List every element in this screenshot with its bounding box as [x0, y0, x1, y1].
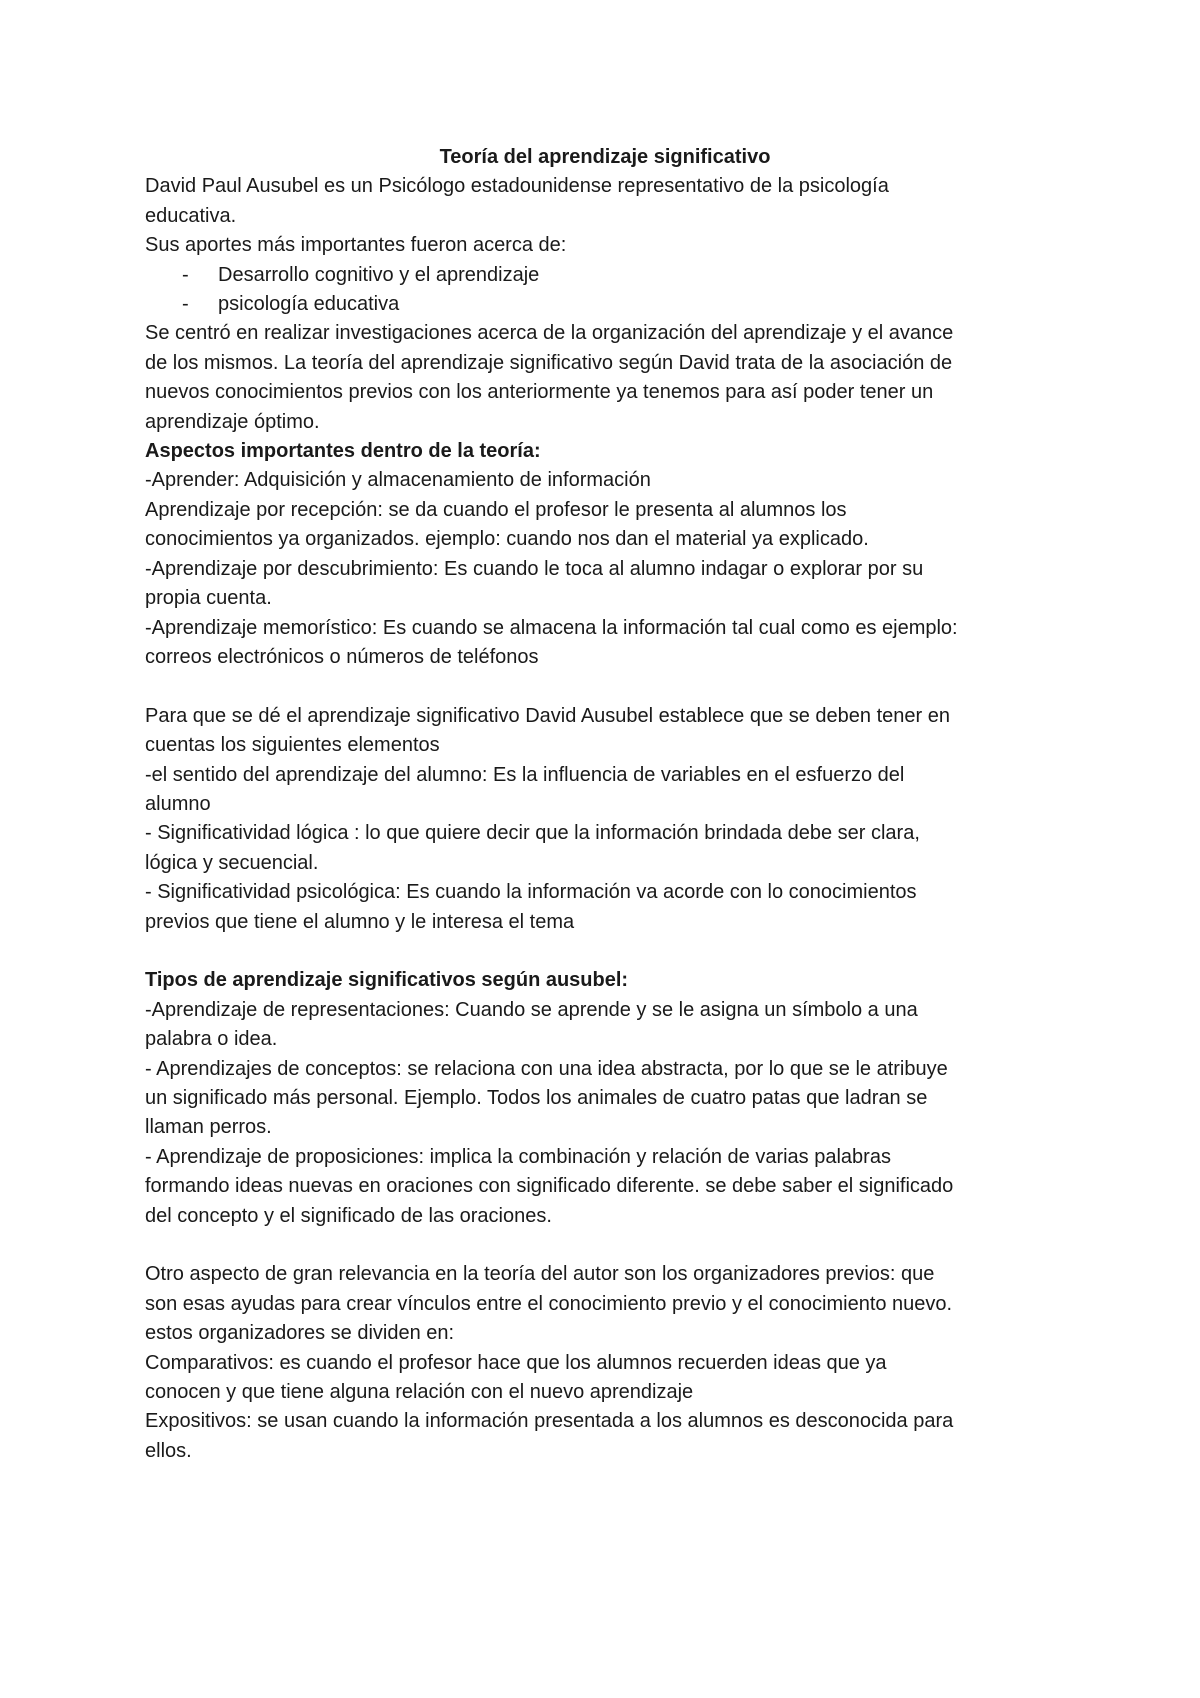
intro-line: educativa. — [145, 204, 237, 227]
blank-line — [145, 937, 1065, 966]
paragraph-line: - Significatividad psicológica: Es cuando la información va acorde con lo conocimientos — [145, 881, 917, 904]
paragraph-line: Aprendizaje por recepción: se da cuando el profesor le presenta al alumnos los — [145, 498, 847, 521]
paragraph-line: nuevos conocimientos previos con los anteriormente ya tenemos para así poder tener un — [145, 381, 934, 404]
paragraph-line: ellos. — [145, 1439, 192, 1462]
paragraph-line: alumno — [145, 792, 211, 815]
blank-line — [145, 1231, 1065, 1260]
paragraph-line: Comparativos: es cuando el profesor hace que los alumnos recuerden ideas que ya — [145, 1351, 887, 1374]
bullet-dash: - — [182, 263, 189, 286]
paragraph-line: -Aprendizaje de representaciones: Cuando se aprende y se le asigna un símbolo a una — [145, 998, 918, 1021]
paragraph-line: aprendizaje óptimo. — [145, 410, 320, 433]
bullet-text: Desarrollo cognitivo y el aprendizaje — [218, 263, 540, 286]
document-title: Teoría del aprendizaje significativo — [439, 146, 771, 168]
paragraph-line: palabra o idea. — [145, 1028, 278, 1051]
paragraph-line: de los mismos. La teoría del aprendizaje significativo según David trata de la asociación de — [145, 351, 953, 374]
paragraph-line: Para que se dé el aprendizaje significativo David Ausubel establece que se deben tener en — [145, 704, 950, 727]
paragraph-line: correos electrónicos o números de teléfonos — [145, 645, 539, 668]
paragraph-line: -Aprender: Adquisición y almacenamiento de información — [145, 469, 651, 492]
section-heading: Tipos de aprendizaje significativos según ausubel: — [145, 969, 629, 992]
paragraph-line: Expositivos: se usan cuando la información presentada a los alumnos es desconocida para — [145, 1410, 954, 1433]
paragraph-line: Otro aspecto de gran relevancia en la teoría del autor son los organizadores previos: que — [145, 1263, 935, 1286]
bullet-item — [145, 290, 1065, 319]
paragraph-line: Se centró en realizar investigaciones acerca de la organización del aprendizaje y el avance — [145, 322, 954, 345]
bullet-dash: - — [182, 293, 189, 316]
paragraph-line: -Aprendizaje por descubrimiento: Es cuando le toca al alumno indagar o explorar por su — [145, 557, 924, 580]
paragraph-line: formando ideas nuevas en oraciones con significado diferente. se debe saber el significado — [145, 1175, 954, 1198]
document-body — [145, 143, 1065, 1466]
paragraph-line: propia cuenta. — [145, 587, 272, 610]
bullet-text: psicología educativa — [218, 293, 400, 316]
paragraph-line: son esas ayudas para crear vínculos entre el conocimiento previo y el conocimiento nuevo. — [145, 1292, 953, 1315]
paragraph-line: conocimientos ya organizados. ejemplo: cuando nos dan el material ya explicado. — [145, 528, 869, 551]
blank-line — [145, 672, 1065, 701]
intro-line: Sus aportes más importantes fueron acerca de: — [145, 234, 567, 257]
paragraph-line: previos que tiene el alumno y le interesa el tema — [145, 910, 575, 933]
bullet-item — [145, 261, 1065, 290]
intro-line: David Paul Ausubel es un Psicólogo estadounidense representativo de la psicología — [145, 175, 889, 198]
paragraph-line: -Aprendizaje memorístico: Es cuando se almacena la información tal cual como es ejemplo: — [145, 616, 958, 639]
paragraph-line: - Aprendizaje de proposiciones: implica la combinación y relación de varias palabras — [145, 1145, 891, 1168]
paragraph-line: -el sentido del aprendizaje del alumno: Es la influencia de variables en el esfuerzo del — [145, 763, 905, 786]
paragraph-line: estos organizadores se dividen en: — [145, 1322, 455, 1345]
paragraph-line: lógica y secuencial. — [145, 851, 319, 874]
paragraph-line: conocen y que tiene alguna relación con el nuevo aprendizaje — [145, 1381, 694, 1404]
paragraph-line: cuentas los siguientes elementos — [145, 734, 440, 757]
paragraph-line: llaman perros. — [145, 1116, 272, 1139]
section-heading: Aspectos importantes dentro de la teoría: — [145, 440, 541, 463]
paragraph-line: un significado más personal. Ejemplo. Todos los animales de cuatro patas que ladran se — [145, 1086, 928, 1109]
paragraph-line: - Significatividad lógica : lo que quiere decir que la información brindada debe ser clara, — [145, 822, 920, 845]
paragraph-line: - Aprendizajes de conceptos: se relaciona con una idea abstracta, por lo que se le atribuye — [145, 1057, 948, 1080]
paragraph-line: del concepto y el significado de las oraciones. — [145, 1204, 552, 1227]
